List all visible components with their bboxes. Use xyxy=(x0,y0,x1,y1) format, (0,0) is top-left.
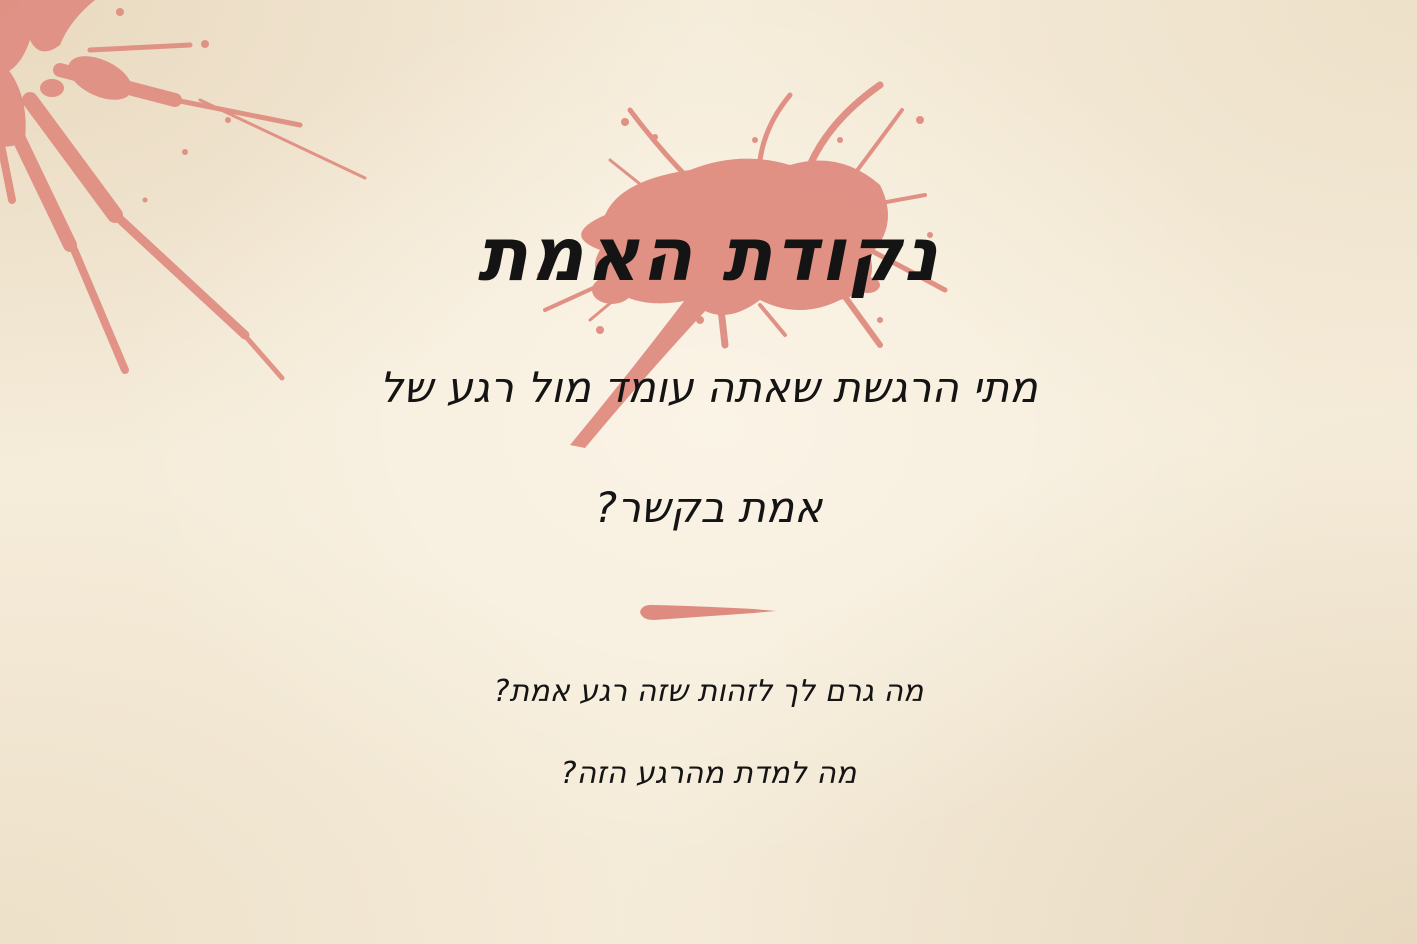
question-line-2: אמת בקשר? xyxy=(594,483,823,532)
brush-divider xyxy=(636,600,778,624)
page-title: נקודת האמת xyxy=(477,212,940,298)
prompt-2: מה למדת מהרגע הזה? xyxy=(560,756,857,791)
corner-splash xyxy=(0,0,365,378)
prompt-1: מה גרם לך לזהות שזה רגע אמת? xyxy=(493,674,924,709)
question-line-1: מתי הרגשת שאתה עומד מול רגע של xyxy=(379,363,1038,412)
